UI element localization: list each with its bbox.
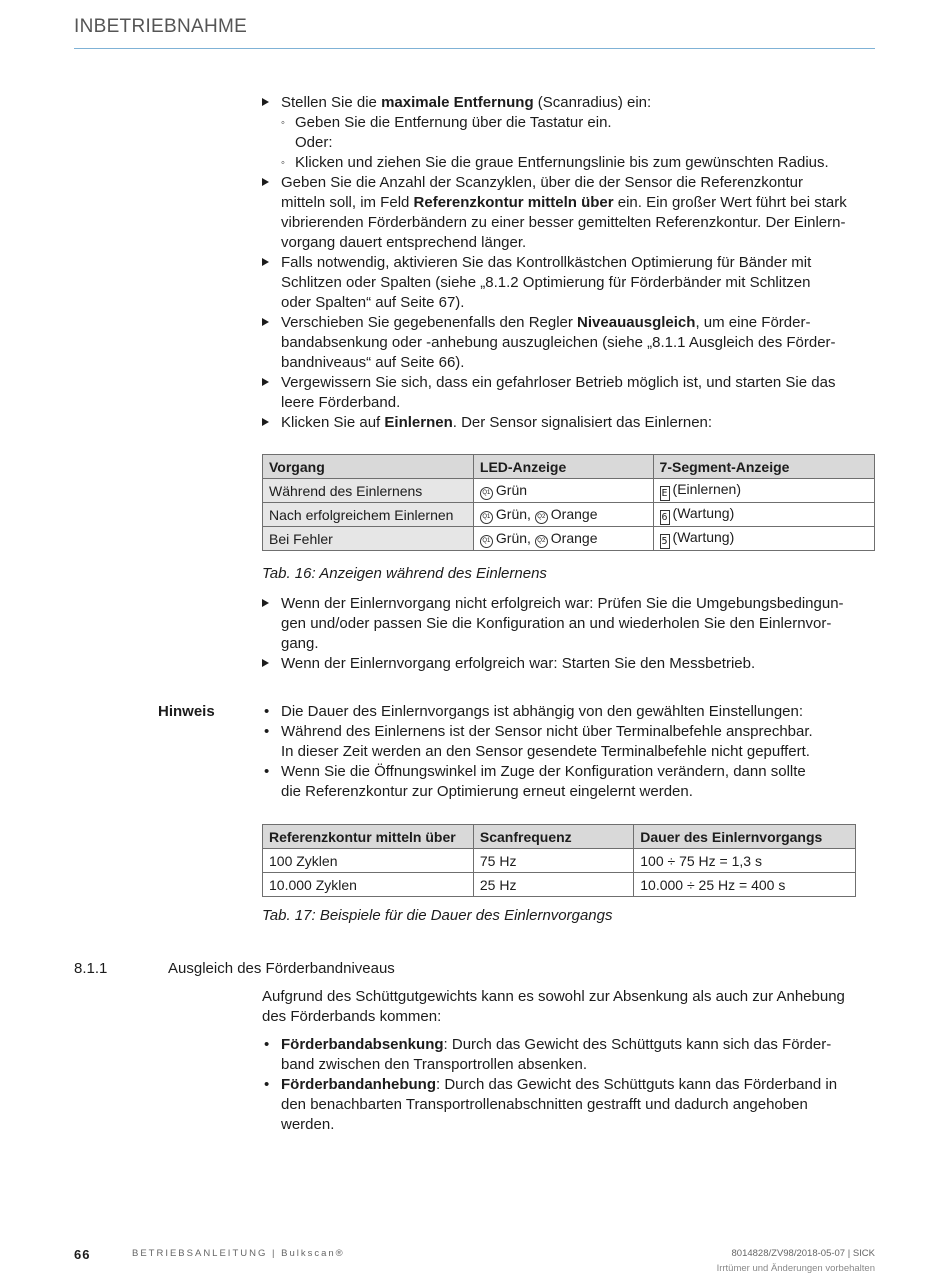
note-label: Hinweis [158, 703, 215, 720]
bullet-dot-icon: • [264, 763, 270, 780]
step-item: Klicken Sie auf Einlernen. Der Sensor signalisiert das Einlernen: [262, 413, 712, 433]
triangle-bullet-icon [262, 318, 269, 326]
table-duration-examples [262, 824, 856, 897]
table-row: 10.000 Zyklen 25 Hz 10.000 ÷ 25 Hz = 400 s [263, 873, 856, 897]
bullet-dot-icon: • [264, 1076, 270, 1093]
step-item: Vergewissern Sie sich, dass ein gefahrloser Betrieb möglich ist, und starten Sie das [262, 373, 835, 393]
table-row: Nach erfolgreichem Einlernen Q1 Grün, Q2 Orange 6 (Wartung) [263, 503, 875, 527]
triangle-bullet-icon [262, 178, 269, 186]
seven-segment-icon: 6 [661, 511, 668, 523]
led-q2-icon: Q2 [535, 535, 548, 548]
circle-bullet-icon: ◦ [281, 157, 285, 169]
table-row: Bei Fehler Q1 Grün, Q2 Orange 5 (Wartung) [263, 527, 875, 551]
footer-disclaimer: Irrtümer und Änderungen vorbehalten [716, 1263, 875, 1274]
header-rule [74, 48, 875, 49]
step-item: Geben Sie die Anzahl der Scanzyklen, über die der Sensor die Referenzkontur [262, 173, 803, 193]
sub-step-item: ◦ Geben Sie die Entfernung über die Tastatur ein. [281, 114, 612, 131]
table-caption: Tab. 17: Beispiele für die Dauer des Einlernvorgangs [262, 907, 613, 924]
circle-bullet-icon: ◦ [281, 117, 285, 129]
table-caption: Tab. 16: Anzeigen während des Einlernens [262, 565, 547, 582]
bullet-dot-icon: • [264, 703, 270, 720]
seven-segment-icon: 5 [661, 535, 668, 547]
sub-step-item: ◦ Klicken und ziehen Sie die graue Entfernungslinie bis zum gewünschten Radius. [281, 154, 829, 171]
triangle-bullet-icon [262, 258, 269, 266]
table-led-display [262, 454, 875, 551]
triangle-bullet-icon [262, 418, 269, 426]
triangle-bullet-icon [262, 98, 269, 106]
step-item: Verschieben Sie gegebenenfalls den Regler Niveauausgleich, um eine Förder- [262, 313, 810, 333]
list-item: • Während des Einlernens ist der Sensor nicht über Terminalbefehle ansprechbar. [264, 723, 813, 740]
footer-reference: 8014828/ZV98/2018-05-07 | SICK [731, 1248, 875, 1259]
section-title: Ausgleich des Förderbandniveaus [168, 960, 395, 977]
table-header-row: Vorgang LED-Anzeige 7-Segment-Anzeige [263, 455, 875, 479]
triangle-bullet-icon [262, 599, 269, 607]
section-number: 8.1.1 [74, 960, 108, 977]
page-number: 66 [74, 1247, 91, 1262]
footer-document-title: BETRIEBSANLEITUNG | Bulkscan® [132, 1248, 345, 1259]
list-item: • Die Dauer des Einlernvorgangs ist abhängig von den gewählten Einstellungen: [264, 703, 804, 720]
page-header-title: INBETRIEBNAHME [74, 16, 248, 37]
sub-step-or: Oder: [295, 134, 333, 151]
led-q1-icon: Q1 [480, 487, 493, 500]
table-row: 100 Zyklen 75 Hz 100 ÷ 75 Hz = 1,3 s [263, 849, 856, 873]
triangle-bullet-icon [262, 659, 269, 667]
table-header-row: Referenzkontur mitteln über Scanfrequenz Dauer des Einlernvorgangs [263, 825, 856, 849]
list-item: • Wenn Sie die Öffnungswinkel im Zuge der Konfiguration verändern, dann sollte [264, 763, 806, 780]
seven-segment-icon: E [661, 487, 668, 499]
bullet-dot-icon: • [264, 1036, 270, 1053]
led-q1-icon: Q1 [480, 535, 493, 548]
list-item: • Förderbandabsenkung: Durch das Gewicht des Schüttguts kann sich das Förder- [264, 1036, 832, 1053]
led-q2-icon: Q2 [535, 511, 548, 524]
led-q1-icon: Q1 [480, 511, 493, 524]
triangle-bullet-icon [262, 378, 269, 386]
table-row: Während des Einlernens Q1 Grün E (Einlernen) [263, 479, 875, 503]
list-item: • Förderbandanhebung: Durch das Gewicht des Schüttguts kann das Förderband in [264, 1076, 838, 1093]
step-item: Wenn der Einlernvorgang erfolgreich war: Starten Sie den Messbetrieb. [262, 654, 755, 674]
step-item: Wenn der Einlernvorgang nicht erfolgreich war: Prüfen Sie die Umgebungsbedingun- [262, 594, 844, 614]
step-item: Stellen Sie die maximale Entfernung (Scanradius) ein: [262, 93, 651, 113]
bullet-dot-icon: • [264, 723, 270, 740]
step-item: Falls notwendig, aktivieren Sie das Kontrollkästchen Optimierung für Bänder mit [262, 253, 811, 273]
